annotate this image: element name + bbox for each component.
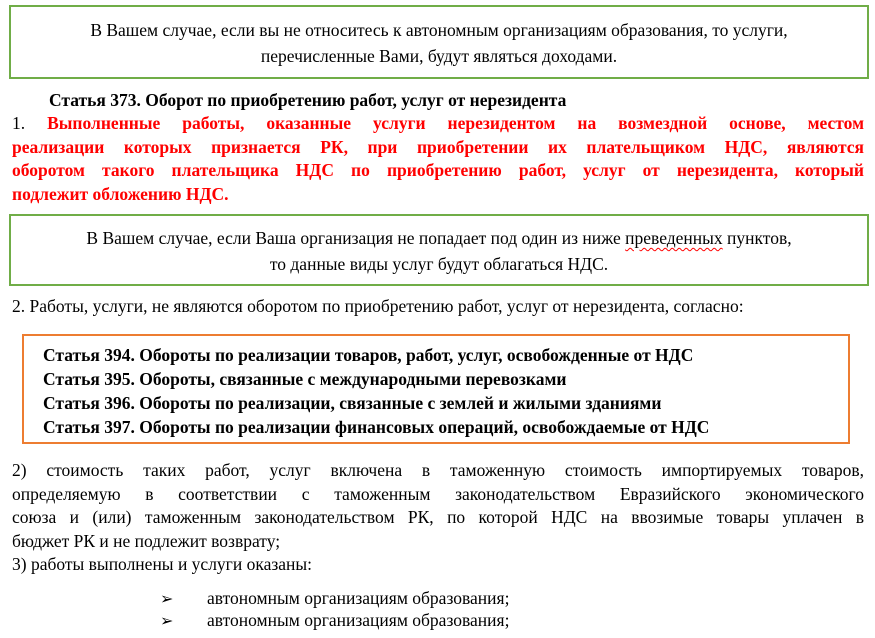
bullet-text: автономным организациям образования; — [207, 588, 510, 608]
arrow-bullet-icon: ➢ — [160, 611, 174, 630]
bullet-item — [160, 588, 509, 609]
article-item-2: 2. Работы, услуги, не являются оборотом по приобретению работ, услуг от нерезидента, согласно: — [12, 296, 744, 316]
paragraph-row: бюджет РК и не подлежит возврату; — [12, 530, 281, 551]
spellcheck-flagged-word[interactable]: преведенных — [625, 228, 723, 248]
note-box-line: то данные виды услуг будут облагаться НДС. — [269, 254, 609, 274]
highlighted-text: Выполненные работы, оказанные услуги нерезидентом на возмездной основе, местом — [47, 113, 865, 133]
note-box-vat — [9, 214, 869, 286]
note-text: пунктов, — [722, 228, 792, 248]
paragraph-row: союза и (или) таможенным законодательством РК, по которой НДС на ввозимые товары уплачен в — [12, 507, 864, 527]
article-reference: Статья 397. Обороты по реализации финансовых операций, освобождаемые от НДС — [43, 417, 710, 437]
note-box-line: В Вашем случае, если вы не относитесь к автономным организациям образования, то услуги, — [90, 20, 788, 40]
paragraph-row: 3) работы выполнены и услуги оказаны: — [12, 554, 313, 574]
paragraph-row: 2) стоимость таких работ, услуг включена в таможенную стоимость импортируемых товаров, — [12, 460, 864, 480]
article-reference: Статья 396. Обороты по реализации, связанные с землей и жилыми зданиями — [43, 393, 662, 413]
highlighted-text: реализации которых признается РК, при приобретении их плательщиком НДС, являются — [12, 136, 864, 157]
articles-list-box — [22, 334, 850, 444]
note-box-line: перечисленные Вами, будут являться доходами. — [260, 46, 618, 66]
highlighted-text: подлежит обложению НДС. — [12, 183, 229, 204]
sub-items — [12, 459, 864, 577]
article-heading: Статья 373. Оборот по приобретению работ, услуг от нерезидента — [49, 90, 567, 110]
arrow-bullet-icon: ➢ — [160, 589, 174, 608]
note-box-autonomous — [9, 5, 869, 79]
article-item-1 — [12, 112, 864, 206]
paragraph-row — [12, 112, 864, 136]
note-text: В Вашем случае, если Ваша организация не попадает под один из ниже — [86, 228, 626, 248]
highlighted-text: оборотом такого плательщика НДС по приобретению работ, услуг от нерезидента, который — [12, 160, 864, 180]
article-reference: Статья 395. Обороты, связанные с международными перевозками — [43, 369, 567, 389]
paragraph-row: определяемую в соответствии с таможенным законодательством Евразийского экономического — [12, 483, 864, 504]
bullet-text: автономным организациям образования; — [207, 610, 510, 630]
bullet-item — [160, 610, 509, 631]
item-number: 1. — [12, 113, 26, 133]
note-box-line — [11, 225, 867, 251]
article-reference: Статья 394. Обороты по реализации товаров, работ, услуг, освобожденные от НДС — [43, 345, 694, 365]
